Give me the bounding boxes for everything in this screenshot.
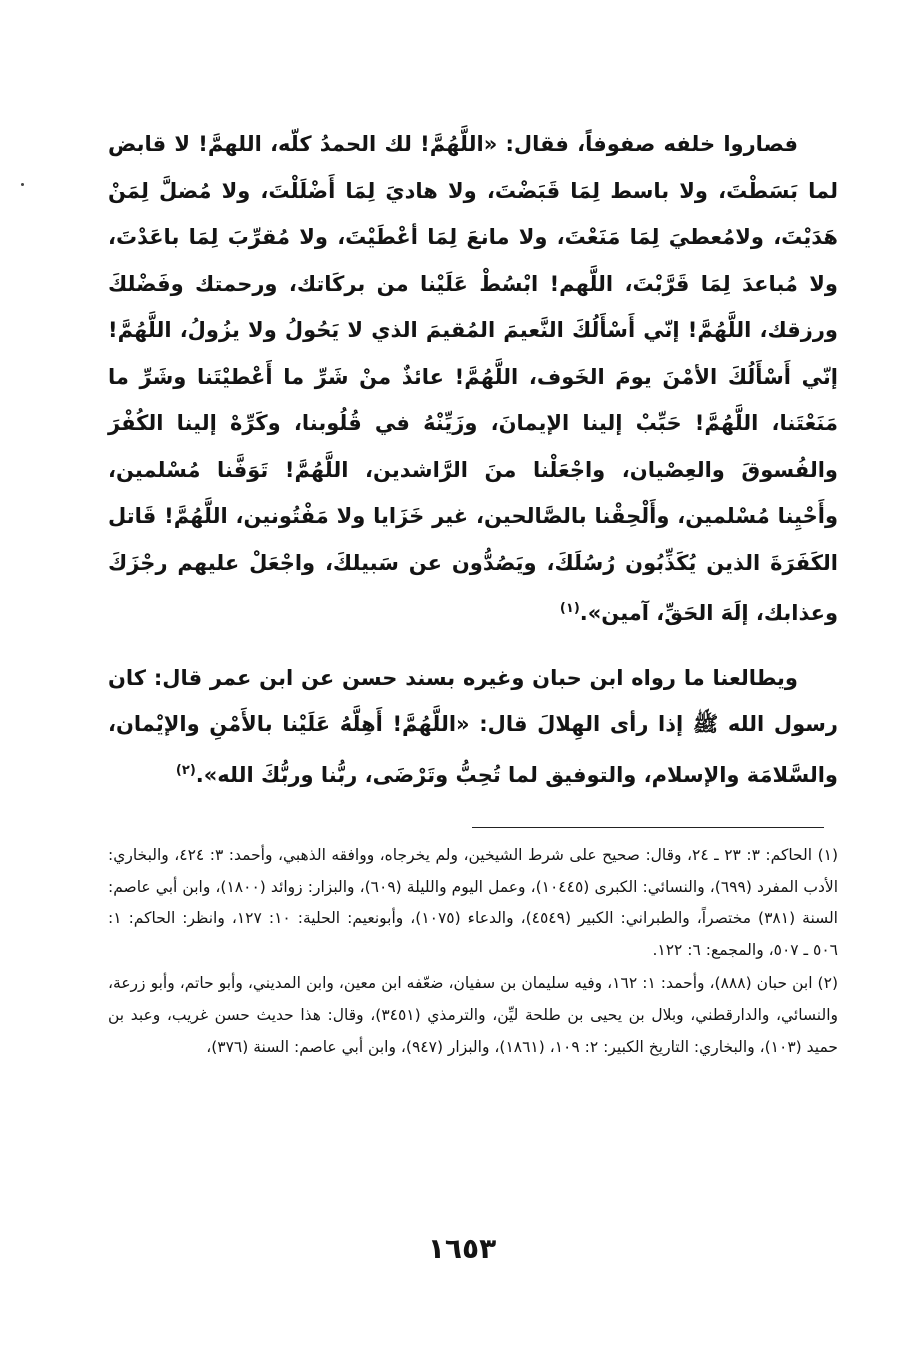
footnote-2: (٢) ابن حبان (٨٨٨)، وأحمد: ١: ١٦٢، وفيه سليمان بن سفيان، ضعّفه ابن معين، وابن المديني، وأبو حاتم، وأبو زرعة، والنسائي، والدارقطني، وبلال بن يحيى بن طلحة ليِّن، والترمذي (٣٤٥١)، وقال: هذا حديث حسن غريب، وعبد بن حميد (١٠٣)، والبخاري: التاريخ الكبير: ٢: ١٠٩، (١٨٦١)، والبزار (٩٤٧)، وابن أبي عاصم: السنة (٣٧٦)، <box>108 974 838 1056</box>
footnote-marker-2: (٢) <box>175 762 196 778</box>
paragraph-2-text: ويطالعنا ما رواه ابن حبان وغيره بسند حسن عن ابن عمر قال: كان رسول الله ﷺ إذا رأى الهِلالَ قال: «اللَّهُمَّ! أَهِلَّهُ عَلَيْنا بالأَمْنِ والإيْمان، والسَّلامَة والإسلام، والتوفيق لما تُحِبُّ وتَرْضَى، ربُّنا وربُّكَ الله». <box>108 665 838 787</box>
scan-speck <box>21 183 24 186</box>
page-number: ١٦٥٣ <box>427 1232 497 1265</box>
paragraph-1-text: فصاروا خلفه صفوفاً، فقال: «اللَّهُمَّ! لك الحمدُ كلّه، اللهمَّ! لا قابض لما بَسَطْتَ، ولا باسط لِمَا قَبَضْتَ، ولا هاديَ لِمَا أَضْلَلْتَ، ولا مُضلَّ لِمَنْ هَدَيْتَ، ولامُعطيَ لِمَا مَنَعْتَ، ولا مانعَ لِمَا أعْطَيْتَ، ولا مُقرِّبَ لِمَا باعَدْتَ، ولا مُباعدَ لِمَا قَرَّبْتَ، اللَّهم! ابْسُطْ عَلَيْنا من بركَاتك، ورحمتك وفَضْلكَ ورزقك، اللَّهُمَّ! إنّي أَسْأَلُكَ النَّعيمَ المُقيمَ الذي لا يَحُولُ ولا يزُولُ، اللَّهُمَّ! إنّي أَسْأَلُكَ الأمْنَ يومَ الخَوف، اللَّهُمَّ! عائذٌ منْ شَرِّ ما أَعْطيْتَنا وشَرِّ ما مَنَعْتَنا، اللَّهُمَّ! حَبِّبْ إلينا الإيمانَ، وزَيِّنْهُ في قُلُوبنا، وكَرِّهْ إلينا الكُفْرَ والفُسوقَ والعِصْيان، واجْعَلْنا منَ الرَّاشدين، اللَّهُمَّ! تَوَفَّنا مُسْلمين، وأَحْيِنا مُسْلمين، وأَلْحِقْنا بالصَّالحين، غير خَزَايا ولا مَفْتُونين، اللَّهُمَّ! قَاتل الكَفَرَةَ الذين يُكَذِّبُون رُسُلَكَ، ويَصُدُّون عن سَبيلكَ، واجْعَلْ عليهم رجْزَكَ وعذابك، إلَهَ الحَقِّ، آمين». <box>108 132 838 625</box>
footnotes <box>108 840 838 1063</box>
main-text <box>108 121 838 798</box>
paragraph-2 <box>108 655 838 799</box>
footnote-marker-1: (١) <box>559 601 580 616</box>
footnote-separator <box>472 827 824 828</box>
paragraph-1 <box>108 121 838 637</box>
footnote-1: (١) الحاكم: ٣: ٢٣ ـ ٢٤، وقال: صحيح على شرط الشيخين، ولم يخرجاه، ووافقه الذهبي، وأحمد: ٣: ٤٢٤، والبخاري: الأدب المفرد (٦٩٩)، والنسائي: الكبرى (١٠٤٤٥)، وعمل اليوم والليلة (٦٠٩)، والبزار: زوائد (١٨٠٠)، وابن أبي عاصم: السنة (٣٨١) مختصراً، والطبراني: الكبير (٤٥٤٩)، والدعاء (١٠٧٥)، وأبونعيم: الحلية: ١٠: ١٢٧، وانظر: الحاكم: ١: ٥٠٦ ـ ٥٠٧، والمجمع: ٦: ١٢٢. <box>108 846 839 959</box>
